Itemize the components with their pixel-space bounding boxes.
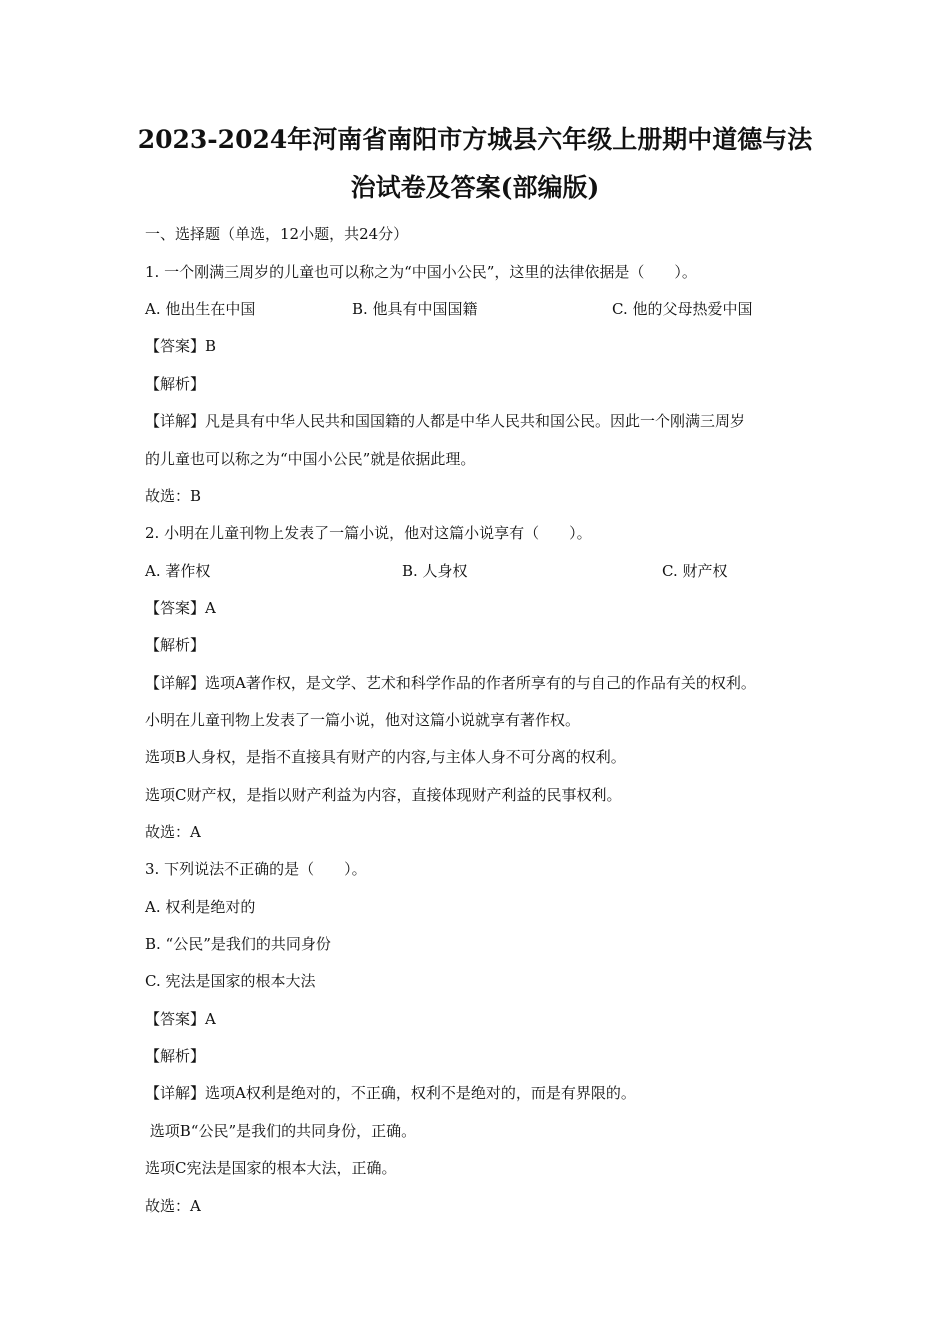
question-2-stem: 2. 小明在儿童刊物上发表了一篇小说，他对这篇小说享有（ ）。: [145, 524, 592, 542]
question-2-analysis-label: 【解析】: [145, 636, 206, 654]
question-3-detail: 选项C宪法是国家的根本大法，正确。: [145, 1159, 397, 1177]
question-1-stem: 1. 一个刚满三周岁的儿童也可以称之为“中国小公民”，这里的法律依据是（ ）。: [145, 263, 697, 281]
question-1-detail: 的儿童也可以称之为“中国小公民”就是依据此理。: [145, 450, 476, 468]
question-3-answer: 【答案】A: [145, 1010, 216, 1028]
question-2-option-a: A. 著作权: [145, 562, 211, 580]
document-title-line-2: 治试卷及答案(部编版): [350, 173, 600, 202]
question-3-option-c: C. 宪法是国家的根本大法: [145, 972, 316, 990]
question-1-detail: 【详解】凡是具有中华人民共和国国籍的人都是中华人民共和国公民。因此一个刚满三周岁: [145, 412, 746, 430]
question-1-choice: 故选：B: [145, 487, 202, 505]
question-2-option-b: B. 人身权: [402, 562, 468, 580]
question-3-detail: 选项B“公民”是我们的共同身份，正确。: [145, 1122, 417, 1140]
question-3-stem: 3. 下列说法不正确的是（ ）。: [145, 860, 367, 878]
question-3-choice: 故选：A: [145, 1197, 201, 1215]
question-2-detail: 选项B人身权，是指不直接具有财产的内容,与主体人身不可分离的权利。: [145, 748, 626, 766]
question-1-answer: 【答案】B: [145, 337, 217, 355]
section-heading: 一、选择题（单选，12小题，共24分）: [145, 225, 409, 243]
question-3-option-a: A. 权利是绝对的: [145, 898, 256, 916]
question-1-option-a: A. 他出生在中国: [145, 300, 256, 318]
question-2-choice: 故选：A: [145, 823, 201, 841]
question-2-detail: 小明在儿童刊物上发表了一篇小说，他对这篇小说就享有著作权。: [145, 711, 581, 729]
question-3-detail: 【详解】选项A权利是绝对的，不正确，权利不是绝对的，而是有界限的。: [145, 1084, 636, 1102]
question-2-answer: 【答案】A: [145, 599, 216, 617]
question-3-analysis-label: 【解析】: [145, 1047, 206, 1065]
document-title-line-1: 2023-2024年河南省南阳市方城县六年级上册期中道德与法: [137, 125, 813, 154]
question-2-detail: 【详解】选项A著作权，是文学、艺术和科学作品的作者所享有的与自己的作品有关的权利。: [145, 674, 756, 692]
question-3-option-b: B. “公民”是我们的共同身份: [145, 935, 331, 953]
question-1-analysis-label: 【解析】: [145, 375, 206, 393]
question-1-option-b: B. 他具有中国国籍: [352, 300, 478, 318]
question-2-option-c: C. 财产权: [662, 562, 728, 580]
question-2-detail: 选项C财产权，是指以财产利益为内容，直接体现财产利益的民事权利。: [145, 786, 622, 804]
question-1-option-c: C. 他的父母热爱中国: [612, 300, 753, 318]
